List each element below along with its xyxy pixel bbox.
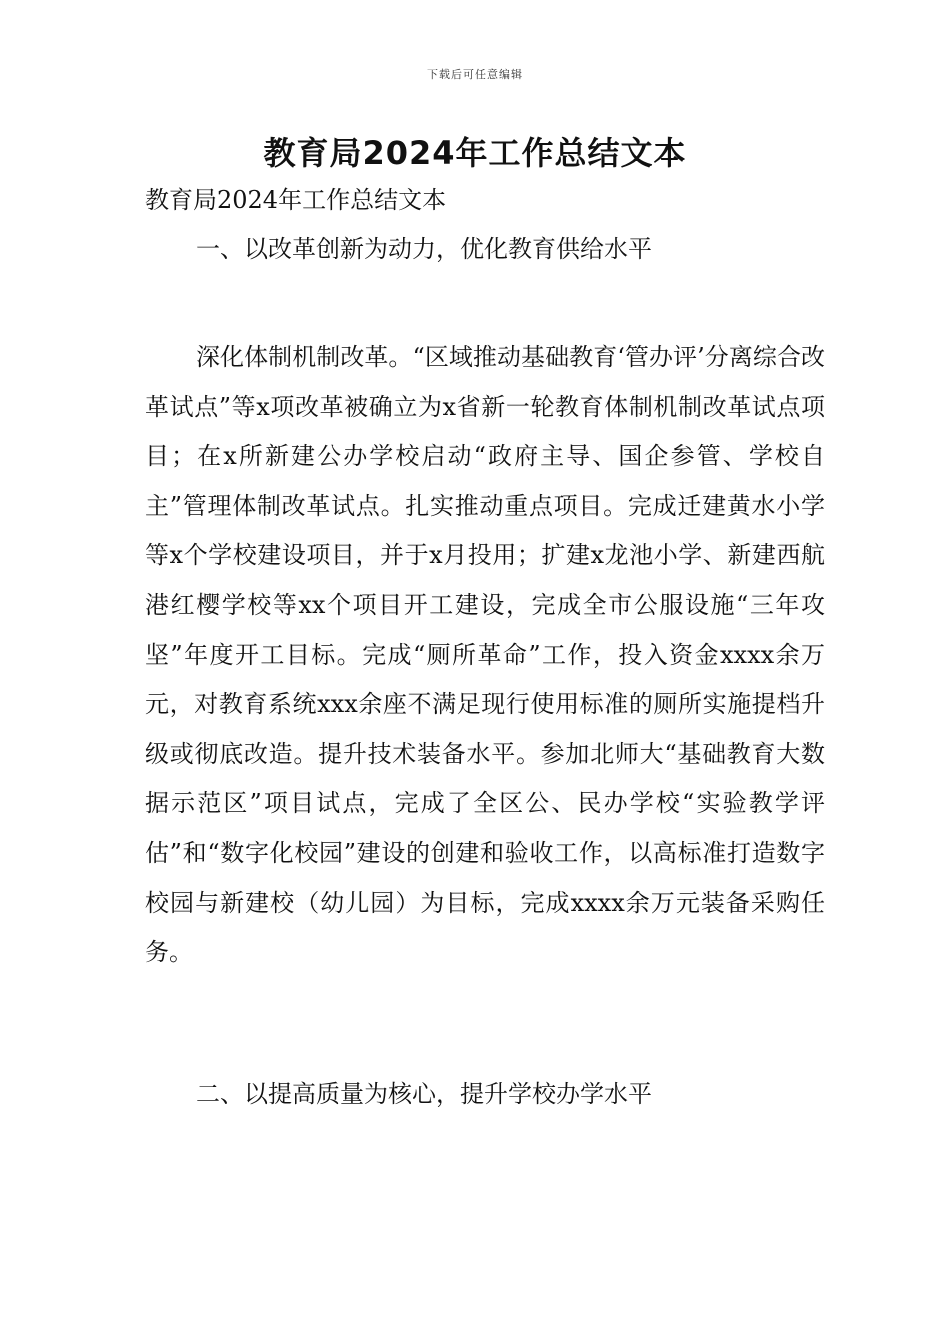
section-heading-1: 一、以改革创新为动力，优化教育供给水平 — [196, 235, 652, 263]
document-subtitle: 教育局2024年工作总结文本 — [145, 186, 447, 214]
document-title: 教育局2024年工作总结文本 — [263, 134, 687, 172]
download-note: 下载后可任意编辑 — [427, 68, 523, 81]
section-body-1: 深化体制机制改革。“区域推动基础教育‘管办评’分离综合改革试点”等x项改革被确立为x省新一轮教育体制机制改革试点项目；在x所新建公办学校启动“政府主导、国企参管、学校自主”管理体制改革试点。扎实推动重点项目。完成迁建黄水小学等x个学校建设项目，并于x月投用；扩建x龙池小学、新建西航港红樱学校等xx个项目开工建设，完成全市公服设施“三年攻坚”年度开工目标。完成“厕所革命”工作，投入资金xxxx余万元，对教育系统xxx余座不满足现行使用标准的厕所实施提档升级或彻底改造。提升技术装备水平。参加北师大“基础教育大数据示范区”项目试点，完成了全区公、民办学校“实验教学评估”和“数字化校园”建设的创建和验收工作，以高标准打造数字校园与新建校（幼儿园）为目标，完成xxxx余万元装备采购任务。 — [145, 343, 825, 967]
section-heading-2: 二、以提高质量为核心，提升学校办学水平 — [196, 1080, 652, 1108]
